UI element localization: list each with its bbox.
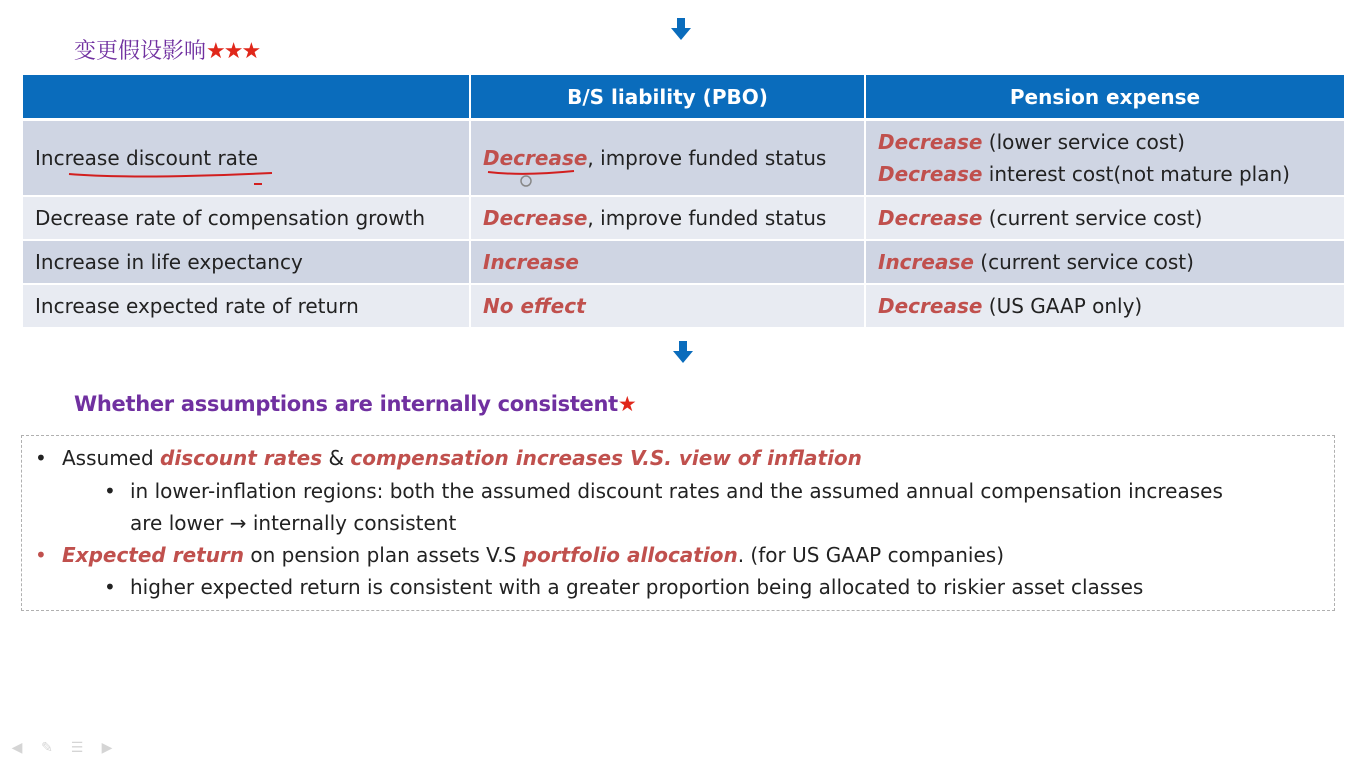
- pen-icon[interactable]: ✎: [41, 740, 53, 756]
- list-item: [62, 543, 1004, 567]
- pbo-effect: Decrease: [483, 146, 588, 170]
- item-text: Assumed: [62, 446, 161, 470]
- expense-line: [878, 126, 1332, 158]
- next-slide-icon[interactable]: ▶: [101, 740, 113, 756]
- table-row: [22, 196, 1345, 240]
- bullet: •: [104, 479, 116, 503]
- table-row: [22, 240, 1345, 284]
- pbo-effect: Decrease: [483, 206, 588, 230]
- expense-effect: Decrease: [878, 130, 983, 154]
- consistency-notes-box: [21, 435, 1335, 611]
- assumption-cell: Decrease rate of compensation growth: [22, 196, 470, 240]
- expense-note: interest cost(not mature plan): [982, 162, 1290, 186]
- section-heading-consistency: [74, 392, 636, 416]
- section-heading-assumption-effects: [74, 34, 259, 65]
- slide-toolbar: [8, 740, 116, 756]
- header-pension-expense: Pension expense: [865, 75, 1345, 120]
- expense-note: (US GAAP only): [982, 294, 1143, 318]
- item-text: &: [322, 446, 351, 470]
- header-pbo: B/S liability (PBO): [470, 75, 865, 120]
- expense-effect: Decrease: [878, 162, 983, 186]
- assumption-cell: Increase in life expectancy: [22, 240, 470, 284]
- pbo-note: , improve funded status: [587, 206, 827, 230]
- assumption-cell: Increase discount rate: [22, 120, 470, 197]
- arrow-down-icon: [671, 18, 691, 40]
- sub-list-item: higher expected return is consistent with a greater proportion being allocated to riskier asset classes: [130, 575, 1144, 599]
- pbo-cell: [470, 240, 865, 284]
- assumption-effects-table: [21, 75, 1346, 329]
- pbo-cell: [470, 120, 865, 197]
- bullet: •: [35, 446, 47, 470]
- bullet: •: [104, 575, 116, 599]
- pbo-effect: Increase: [483, 250, 579, 274]
- expense-note: (current service cost): [973, 250, 1194, 274]
- rating-stars: ★★★: [206, 39, 260, 64]
- item-emphasis: portfolio allocation: [522, 543, 738, 567]
- pbo-note: , improve funded status: [587, 146, 827, 170]
- sub-list-item: in lower-inflation regions: both the assumed discount rates and the assumed annual compensation increases: [130, 479, 1223, 503]
- list-item: [62, 446, 862, 470]
- assumption-cell: Increase expected rate of return: [22, 284, 470, 328]
- expense-line: [878, 158, 1332, 190]
- arrow-down-icon: [673, 341, 693, 363]
- pbo-cell: [470, 196, 865, 240]
- sub-list-item-continuation: are lower → internally consistent: [130, 511, 457, 535]
- expense-note: (current service cost): [982, 206, 1203, 230]
- item-emphasis: compensation increases V.S. view of inflation: [350, 446, 862, 470]
- expense-cell: [865, 120, 1345, 197]
- heading-text: 变更假设影响: [74, 39, 207, 64]
- header-assumption: [22, 75, 470, 120]
- rating-star: ★: [617, 392, 637, 416]
- item-emphasis: discount rates: [160, 446, 323, 470]
- item-emphasis: Expected return: [62, 543, 245, 567]
- heading-text: Whether assumptions are internally consistent: [74, 392, 618, 416]
- expense-note: (lower service cost): [982, 130, 1185, 154]
- table-row: [22, 120, 1345, 197]
- expense-cell: [865, 240, 1345, 284]
- pbo-effect: No effect: [483, 294, 586, 318]
- previous-slide-icon[interactable]: ◀: [11, 740, 23, 756]
- item-text: . (for US GAAP companies): [737, 543, 1005, 567]
- expense-effect: Decrease: [878, 294, 983, 318]
- bullet: •: [35, 543, 47, 567]
- menu-icon[interactable]: ☰: [70, 740, 84, 756]
- expense-effect: Decrease: [878, 206, 983, 230]
- expense-cell: [865, 284, 1345, 328]
- table-row: [22, 284, 1345, 328]
- pbo-cell: [470, 284, 865, 328]
- expense-effect: Increase: [878, 250, 974, 274]
- item-text: on pension plan assets V.S: [244, 543, 523, 567]
- expense-cell: [865, 196, 1345, 240]
- table-header-row: [22, 75, 1345, 120]
